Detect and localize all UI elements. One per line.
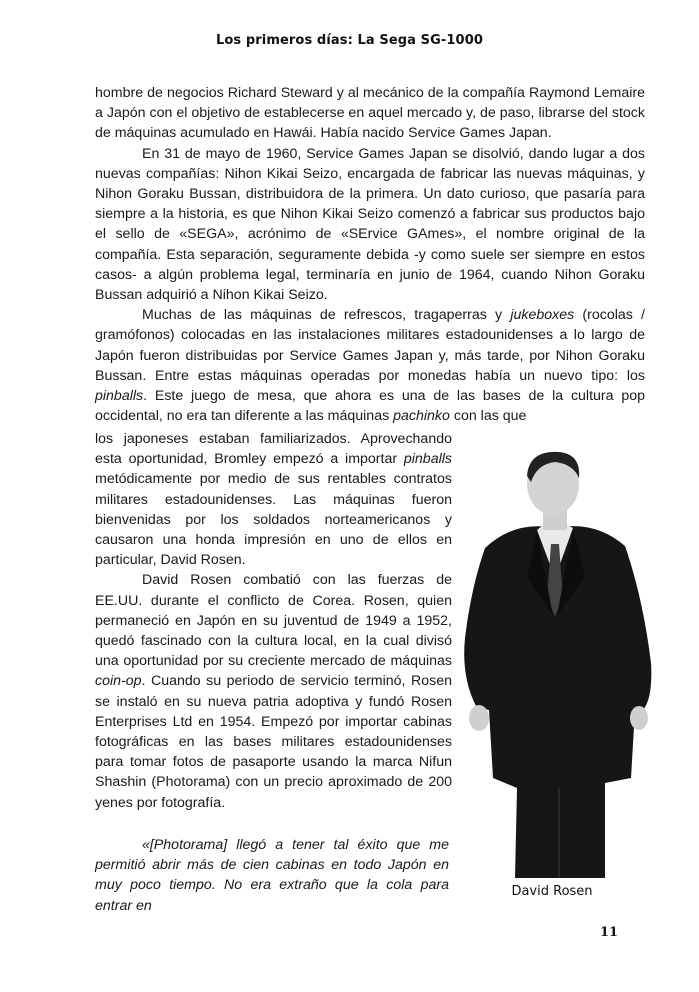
paragraph-3: Muchas de las máquinas de refrescos, tragaperras y jukeboxes (rocolas / gramófonos) colocadas en las instalaciones militares estadounidenses a lo largo de Japón fueron distribuidas por Service Games Japan y, más tarde, por Nihon Goraku Bussan. Entre estas máquinas operadas por monedas había un nuevo tipo: los pinballs. Este juego de mesa, que ahora es una de las bases de la cultura pop occidental, no era tan diferente a las máquinas pachinko con las que — [95, 307, 645, 425]
portrait-photo — [455, 448, 660, 878]
wrapped-text-block — [95, 429, 452, 813]
paragraph-3-continued: los japoneses estaban familiarizados. Aprovechando esta oportunidad, Bromley empezó a importar pinballs metódicamente por medio de sus rentables contratos militares estadounidenses. Las máquinas fueron bienvenidas por los soldados norteamericanos y causaron una honda impresión en uno de ellos en particular, David Rosen. — [95, 431, 452, 569]
page-number: 11 — [600, 925, 619, 940]
photo-caption: David Rosen — [511, 884, 593, 899]
paragraph-2: En 31 de mayo de 1960, Service Games Japan se disolvió, dando lugar a dos nuevas compañías: Nihon Kikai Seizo, encargada de fabricar las nuevas máquinas, y Nihon Goraku Bussan, distribuidora de la primera. Un dato curioso, que pasaría para siempre a la historia, es que Nihon Kikai Seizo comenzó a fabricar sus productos bajo el sello de «SEGA», acrónimo de «SErvice GAmes», el nombre original de la compañía. Esta separación, seguramente debida -y como suele ser siempre en estos casos- a algún problema legal, terminaría en junio de 1964, cuando Nihon Goraku Bussan adquirió a Nihon Kikai Seizo. — [95, 145, 645, 304]
full-width-text-block — [95, 83, 645, 426]
block-quote — [95, 835, 449, 916]
paragraph-4: David Rosen combatió con las fuerzas de EE.UU. durante el conflicto de Corea. Rosen, quien permaneció en Japón en su juventud de 1949 a 1952, quedó fascinado con la cultura local, en la cual divisó una oportunidad por su creciente mercado de máquinas coin-op. Cuando su periodo de servicio terminó, Rosen se instaló en su nueva patria adoptiva y fundó Rosen Enterprises Ltd en 1954. Empezó por importar cabinas fotográficas en las bases militares estadounidenses para tomar fotos de pasaporte usando la marca Nifun Shashin (Photorama) con un precio aproximado de 200 yenes por fotografía. — [95, 572, 452, 811]
running-header: Los primeros días: La Sega SG-1000 — [216, 33, 483, 48]
quote-text: «[Photorama] llegó a tener tal éxito que me permitió abrir más de cien cabinas en todo Japón en muy poco tiempo. No era extraño que la cola para entrar en — [95, 837, 449, 914]
paragraph-1: hombre de negocios Richard Steward y al mecánico de la compañía Raymond Lemaire a Japón con el objetivo de establecerse en aquel mercado y, de paso, librarse del stock de máquinas acumulado en Hawái. Había nacido Service Games Japan. — [95, 85, 645, 142]
